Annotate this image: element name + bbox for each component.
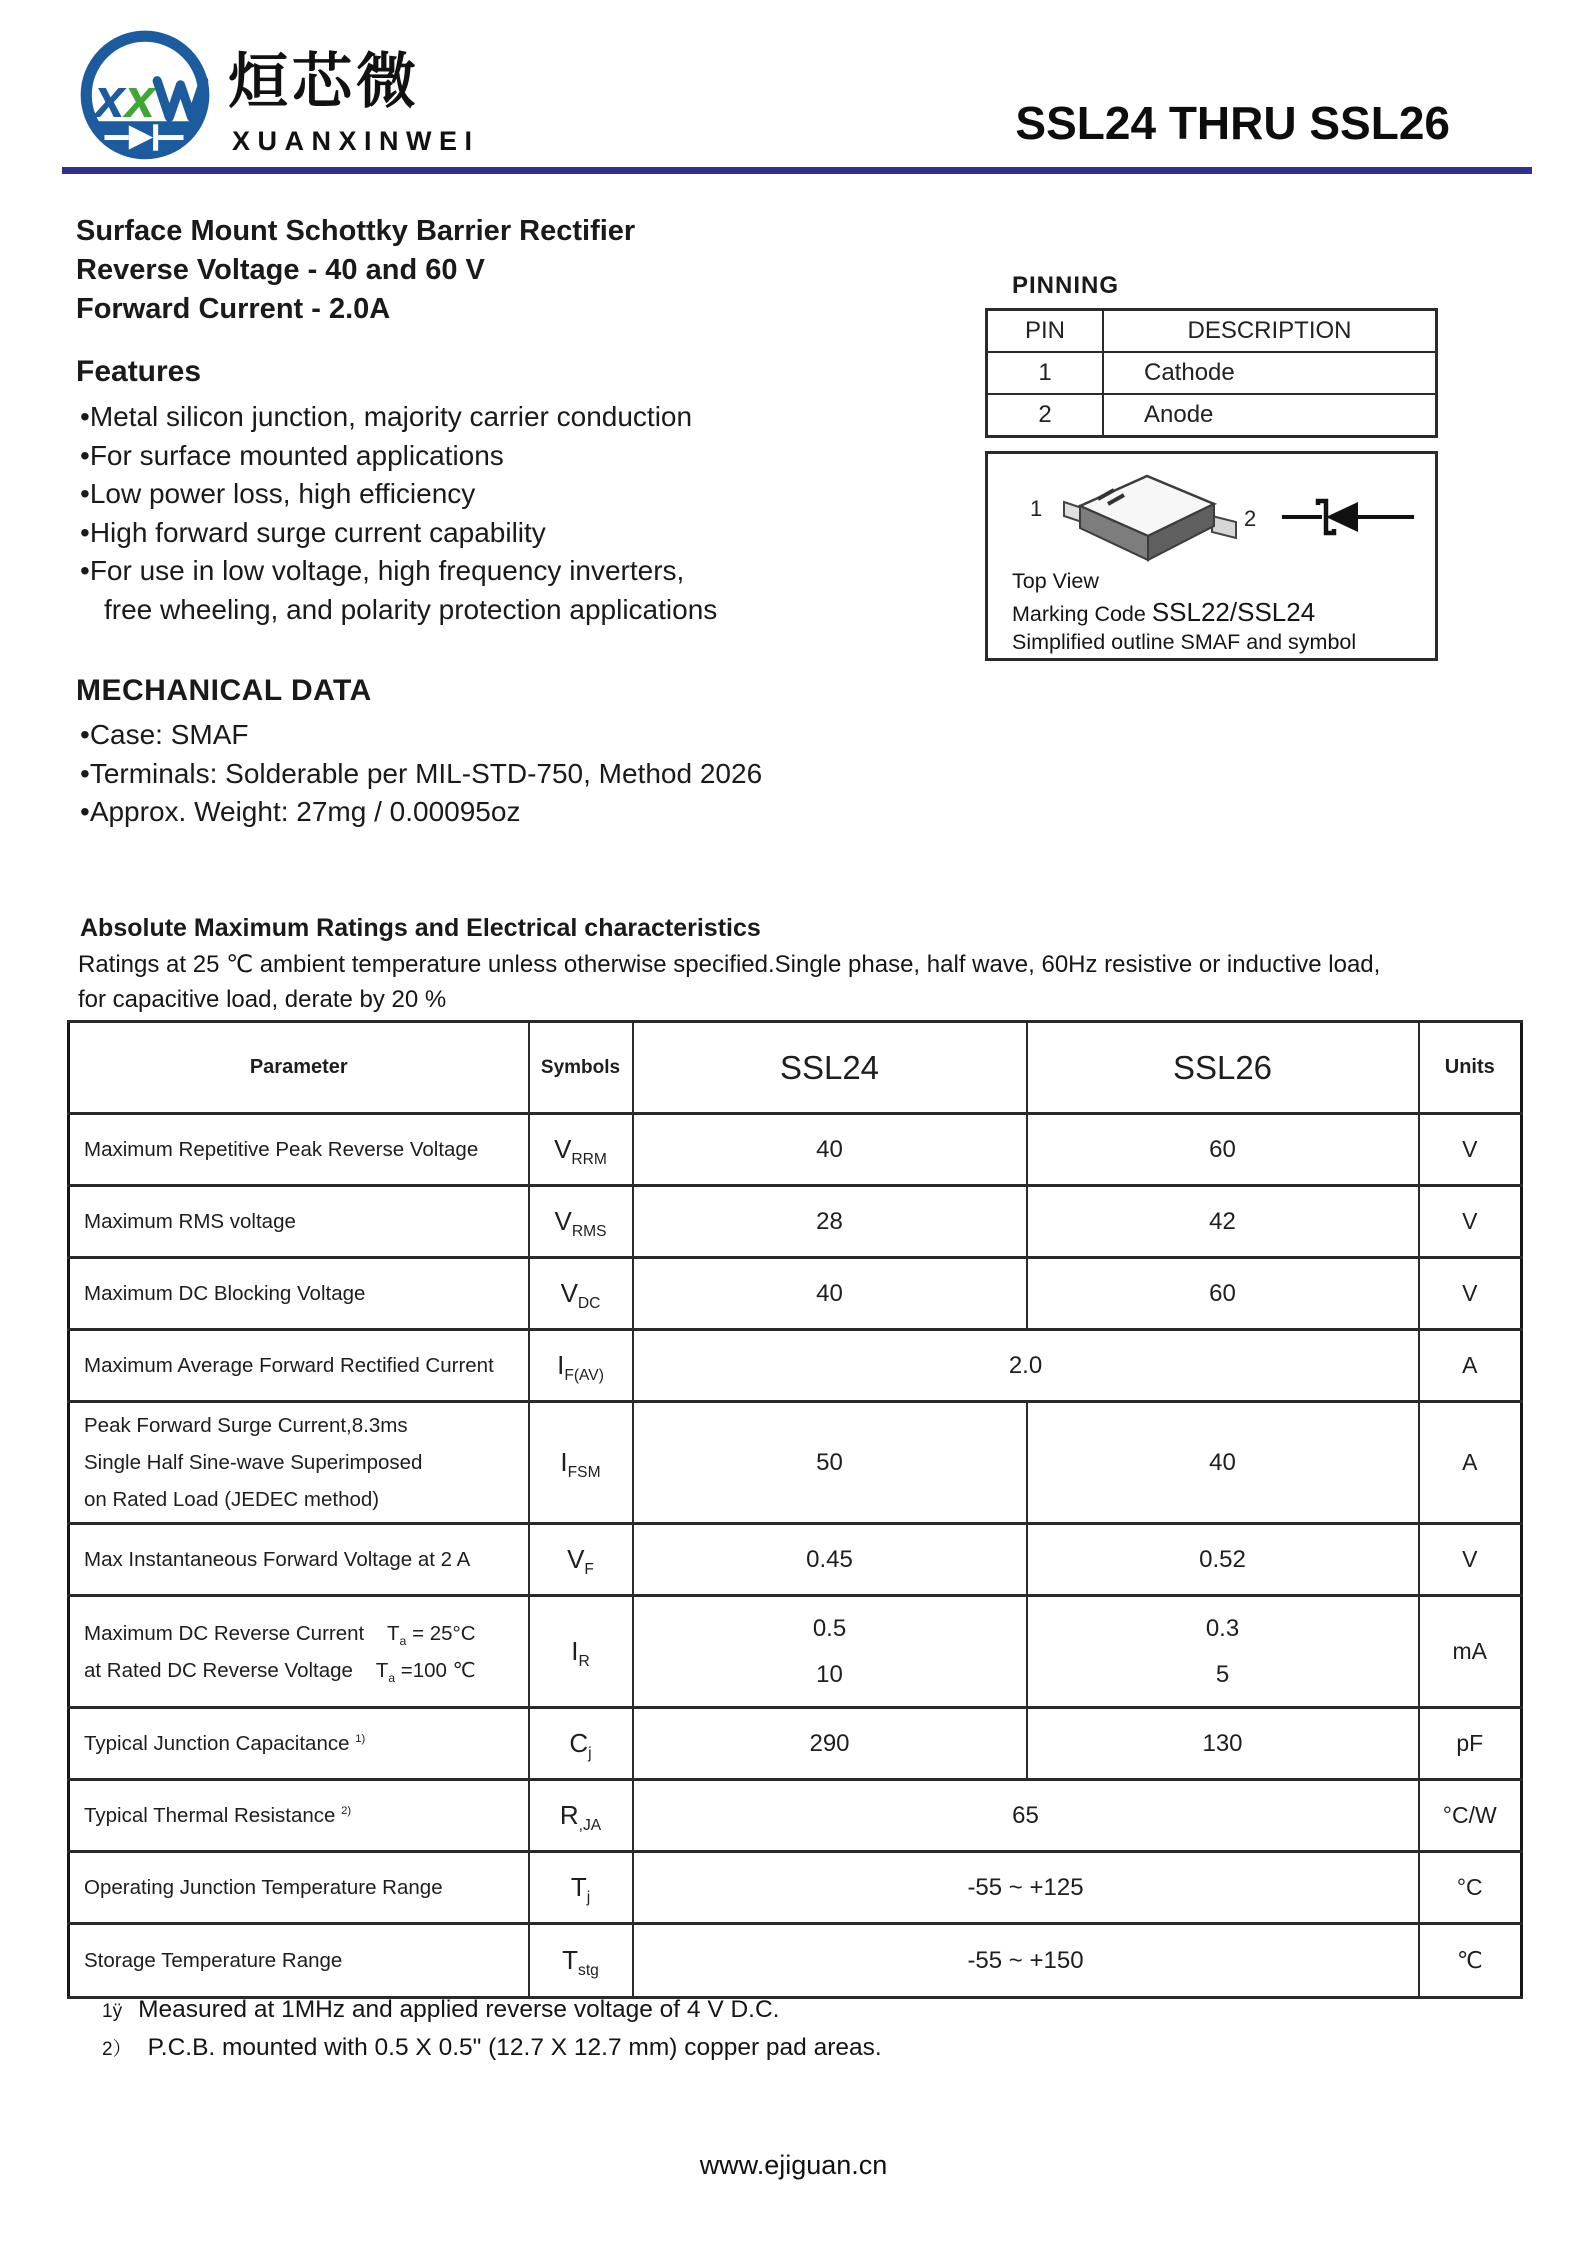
product-summary (76, 212, 635, 329)
brand-name-english: XUANXINWEI (232, 126, 480, 156)
unit-cell: A (1419, 1330, 1522, 1402)
top-view-caption: Top View (1012, 569, 1099, 593)
summary-line: Reverse Voltage - 40 and 60 V (76, 254, 485, 286)
ratings-row (69, 1258, 1522, 1330)
value-cell-ssl26: 0.3 5 (1027, 1596, 1419, 1708)
logo-letter-x1: x (94, 67, 125, 130)
pin-row (987, 394, 1437, 437)
value-cell-ssl26: 40 (1027, 1402, 1419, 1524)
unit-cell: °C/W (1419, 1780, 1522, 1852)
unit-cell: A (1419, 1402, 1522, 1524)
symbol-cell: $C_j$ (529, 1708, 633, 1780)
unit-cell: °C (1419, 1852, 1522, 1924)
logo-letter-w (157, 81, 204, 117)
unit-cell: V (1419, 1186, 1522, 1258)
bullet-item: • Metal silicon junction, majority carrier conduction (80, 398, 717, 437)
features-list (80, 398, 717, 629)
schottky-diode-symbol-icon (1280, 494, 1418, 540)
value-cell-span: 2.0 (633, 1330, 1419, 1402)
col-header-ssl26: SSL26 (1027, 1022, 1419, 1114)
footnote-1-marker: 1ÿ (102, 2001, 123, 2022)
parameter-cell: Max Instantaneous Forward Voltage at 2 A (69, 1524, 529, 1596)
package-outline-box (985, 451, 1438, 661)
brand-logo (70, 24, 220, 174)
smaf-package-drawing (1052, 464, 1242, 574)
description-column-header: DESCRIPTION (1103, 310, 1437, 353)
symbol-cell: $T_j$ (529, 1852, 633, 1924)
symbol-cell: $V_{DC}$ (529, 1258, 633, 1330)
footnote-1-text: Measured at 1MHz and applied reverse voltage of 4 V D.C. (138, 1996, 780, 2023)
col-header-ssl24: SSL24 (633, 1022, 1027, 1114)
value-cell-ssl26: 0.52 (1027, 1524, 1419, 1596)
value-cell-ssl26: 130 (1027, 1708, 1419, 1780)
bullet-item: • For surface mounted applications (80, 437, 717, 476)
unit-cell: V (1419, 1524, 1522, 1596)
unit-cell: V (1419, 1114, 1522, 1186)
ratings-header-row (69, 1022, 1522, 1114)
col-header-symbols: Symbols (529, 1022, 633, 1114)
value-cell-ssl24: 28 (633, 1186, 1027, 1258)
ratings-row (69, 1924, 1522, 1998)
ratings-heading: Absolute Maximum Ratings and Electrical characteristics (80, 914, 761, 942)
symbol-cell: $I_{FSM}$ (529, 1402, 633, 1524)
brand-name-chinese: 烜芯微 (228, 48, 420, 115)
mechanical-data-list (80, 716, 762, 832)
value-cell-ssl24: 50 (633, 1402, 1027, 1524)
value-cell-ssl24: 40 (633, 1258, 1027, 1330)
outline-note: Simplified outline SMAF and symbol (1012, 630, 1357, 654)
features-heading: Features (76, 355, 202, 388)
parameter-cell: Operating Junction Temperature Range (69, 1852, 529, 1924)
parameter-cell: Maximum DC Reverse Current $T_a = 25^\circ C$ at Rated DC Reverse Voltage $T_a =100$ ℃ (69, 1596, 529, 1708)
ratings-table (67, 1020, 1523, 1999)
symbol-cell: $T_{stg}$ (529, 1924, 633, 1998)
value-cell-ssl24: 0.5 10 (633, 1596, 1027, 1708)
ratings-row (69, 1708, 1522, 1780)
parameter-cell: Typical Junction Capacitance $^{1)}$ (69, 1708, 529, 1780)
parameter-cell: Storage Temperature Range (69, 1924, 529, 1998)
footnote-2 (102, 2034, 882, 2062)
unit-cell: V (1419, 1258, 1522, 1330)
ratings-row (69, 1524, 1522, 1596)
marking-code-value: SSL22/SSL24 (1151, 597, 1316, 627)
value-cell-span: 65 (633, 1780, 1419, 1852)
pin2-label: 2 (1244, 506, 1257, 531)
col-header-parameter: Parameter (69, 1022, 529, 1114)
bullet-item: • For use in low voltage, high frequency inverters, free wheeling, and polarity protection applications (80, 552, 717, 629)
ratings-row (69, 1780, 1522, 1852)
footnote-1 (102, 1996, 780, 2024)
summary-line: Forward Current - 2.0A (76, 293, 391, 325)
unit-cell: ℃ (1419, 1924, 1522, 1998)
value-cell-ssl24: 290 (633, 1708, 1027, 1780)
pin-description-cell: Cathode (1103, 352, 1437, 394)
symbol-cell: $V_{RRM}$ (529, 1114, 633, 1186)
unit-cell: mA (1419, 1596, 1522, 1708)
ratings-row (69, 1114, 1522, 1186)
pinning-table (985, 308, 1438, 438)
parameter-cell: Maximum DC Blocking Voltage (69, 1258, 529, 1330)
symbol-cell: $R_{,JA}$ (529, 1780, 633, 1852)
marking-code-label: Marking Code (1012, 602, 1152, 626)
parameter-cell: Peak Forward Surge Current,8.3ms Single Half Sine-wave Superimposed on Rated Load (JEDEC method) (69, 1402, 529, 1524)
pin-column-header: PIN (987, 310, 1104, 353)
header-divider (62, 167, 1532, 174)
symbol-cell: $I_{F(AV)}$ (529, 1330, 633, 1402)
ratings-row (69, 1852, 1522, 1924)
unit-cell: pF (1419, 1708, 1522, 1780)
pin-number-cell: 2 (987, 394, 1104, 437)
value-cell-span: -55 ~ +125 (633, 1852, 1419, 1924)
mechanical-data-heading: MECHANICAL DATA (76, 674, 372, 707)
value-cell-ssl24: 0.45 (633, 1524, 1027, 1596)
ratings-row (69, 1186, 1522, 1258)
logo-letter-x2: x (124, 67, 156, 130)
ratings-note-line1: Ratings at 25 ℃ ambient temperature unless otherwise specified.Single phase, half wave, 60Hz resistive or inductive load, (78, 951, 1381, 978)
ratings-row (69, 1402, 1522, 1524)
marking-code-caption (1012, 597, 1315, 628)
value-cell-ssl26: 42 (1027, 1186, 1419, 1258)
pin-description-cell: Anode (1103, 394, 1437, 437)
parameter-cell: Typical Thermal Resistance $^{2)}$ (69, 1780, 529, 1852)
footnote-2-text: P.C.B. mounted with 0.5 X 0.5" (12.7 X 12.7 mm) copper pad areas. (147, 2034, 882, 2061)
bullet-item: • Low power loss, high efficiency (80, 475, 717, 514)
pin-row (987, 352, 1437, 394)
pin-number-cell: 1 (987, 352, 1104, 394)
bullet-item: • High forward surge current capability (80, 514, 717, 553)
symbol-cell: $V_{RMS}$ (529, 1186, 633, 1258)
footer-website-url: www.ejiguan.cn (699, 2150, 888, 2180)
bullet-item: • Case: SMAF (80, 716, 762, 755)
pin1-label: 1 (1030, 496, 1043, 521)
value-cell-ssl24: 40 (633, 1114, 1027, 1186)
parameter-cell: Maximum RMS voltage (69, 1186, 529, 1258)
ratings-row (69, 1330, 1522, 1402)
value-cell-ssl26: 60 (1027, 1258, 1419, 1330)
value-cell-ssl26: 60 (1027, 1114, 1419, 1186)
pinning-header-row (987, 310, 1437, 353)
value-cell-span: -55 ~ +150 (633, 1924, 1419, 1998)
ratings-row (69, 1596, 1522, 1708)
parameter-cell: Maximum Repetitive Peak Reverse Voltage (69, 1114, 529, 1186)
summary-line: Surface Mount Schottky Barrier Rectifier (76, 215, 636, 247)
bullet-item: • Approx. Weight: 27mg / 0.00095oz (80, 793, 762, 832)
symbol-cell: $I_R$ (529, 1596, 633, 1708)
bullet-item: • Terminals: Solderable per MIL-STD-750, Method 2026 (80, 755, 762, 794)
footnote-2-marker: 2） (102, 2039, 132, 2060)
ratings-note-line2: for capacitive load, derate by 20 % (78, 986, 447, 1013)
col-header-units: Units (1419, 1022, 1522, 1114)
page-title: SSL24 THRU SSL26 (1015, 97, 1450, 149)
symbol-cell: $V_F$ (529, 1524, 633, 1596)
parameter-cell: Maximum Average Forward Rectified Current (69, 1330, 529, 1402)
pinning-heading: PINNING (1012, 272, 1120, 299)
